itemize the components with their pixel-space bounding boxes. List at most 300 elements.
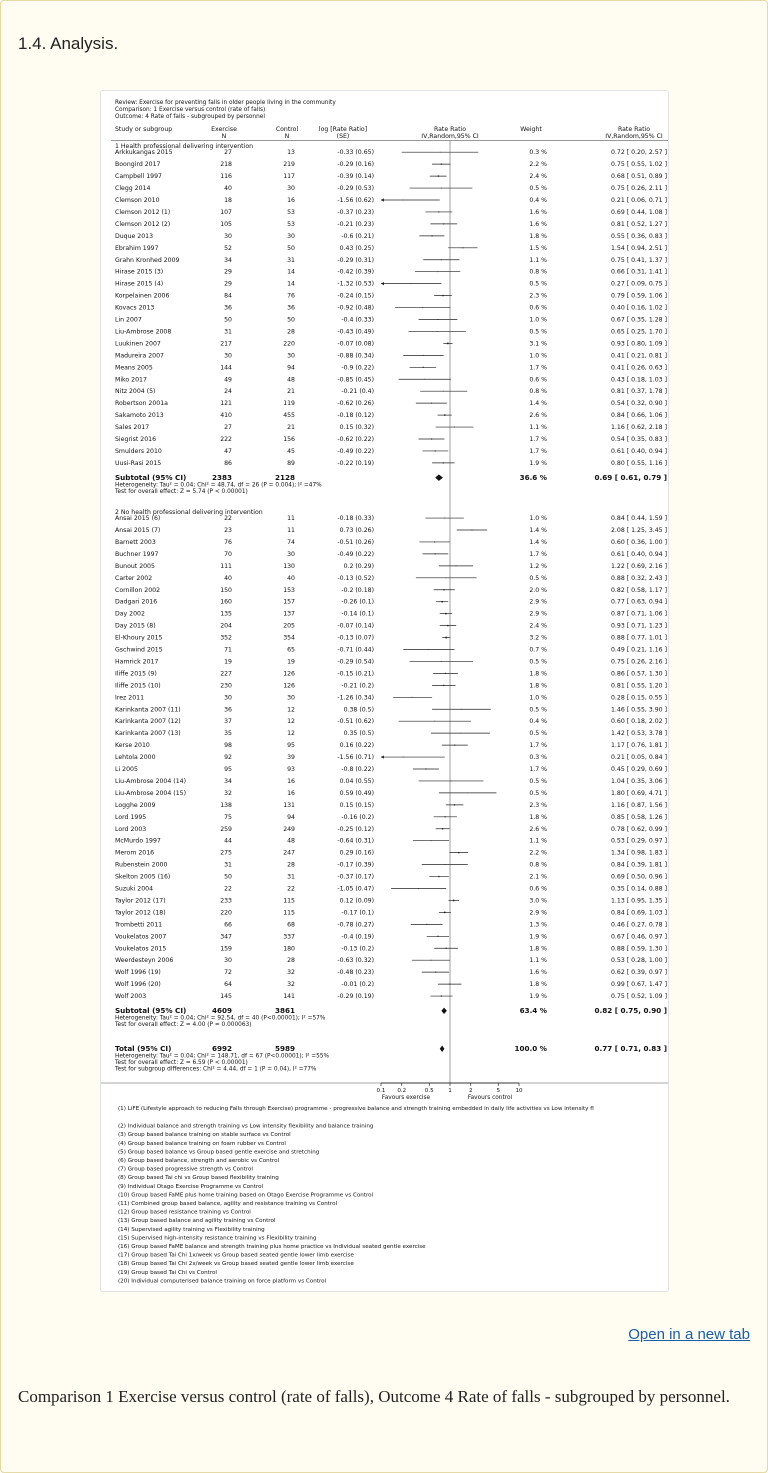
control-n: 30	[287, 232, 295, 240]
study-name: Liu-Ambrose 2004 (15)	[115, 789, 186, 797]
point-estimate	[411, 697, 412, 698]
log-rate-ratio-se: -0.21 (0.4)	[341, 388, 374, 396]
exercise-n: 30	[224, 352, 232, 360]
total-overall-effect: Test for overall effect: Z = 6.59 (P < 0.00001)	[115, 1060, 248, 1066]
log-rate-ratio-se: -0.13 (0.2)	[341, 945, 374, 953]
log-rate-ratio-se: -0.9 (0.22)	[341, 364, 374, 372]
footnote: (10) Group based FaME plus home training based on Otago Exercise Programme vs Control	[118, 1192, 374, 1199]
study-name: Skelton 2005 (16)	[115, 873, 171, 881]
exercise-n: 22	[224, 885, 232, 893]
overall-effect-text: Test for overall effect: Z = 4.00 (P = 0.000063)	[115, 1022, 252, 1028]
weight-value: 1.8 %	[529, 682, 547, 690]
exercise-n: 32	[224, 789, 232, 797]
control-n: 14	[287, 280, 295, 288]
weight-value: 1.3 %	[529, 921, 547, 929]
log-rate-ratio-se: -0.18 (0.33)	[337, 515, 374, 523]
log-rate-ratio-se: -0.22 (0.19)	[337, 459, 374, 467]
exercise-n: 259	[220, 825, 232, 833]
footnote: (20) Individual computerised balance training on force platform vs Control	[118, 1278, 327, 1285]
weight-value: 0.5 %	[529, 185, 547, 193]
weight-value: 3.0 %	[529, 897, 547, 905]
log-rate-ratio-se: 0.15 (0.15)	[339, 801, 374, 809]
log-rate-ratio-se: -0.29 (0.31)	[337, 256, 374, 264]
log-rate-ratio-se: -1.56 (0.71)	[337, 754, 374, 762]
log-rate-ratio-se: 0.16 (0.22)	[339, 742, 374, 750]
control-n: 28	[287, 861, 295, 869]
study-name: Ebrahim 1997	[115, 244, 159, 252]
col-header-log-rate-ratio: log [Rate Ratio]	[318, 126, 368, 133]
footnote: (2) Individual balance and strength training vs Low intensity flexibility and balance training	[118, 1123, 374, 1130]
exercise-n: 116	[220, 173, 232, 181]
summary-ci: 0.82 [ 0.75, 0.90 ]	[594, 1006, 667, 1015]
exercise-n: 64	[224, 981, 232, 989]
exercise-n: 275	[220, 849, 232, 857]
col-header-weight: Weight	[520, 126, 542, 133]
point-estimate	[434, 721, 435, 722]
study-name: Means 2005	[115, 364, 153, 372]
point-estimate	[443, 685, 444, 686]
point-estimate	[444, 518, 445, 519]
rate-ratio-ci: 0.43 [ 0.18, 1.03 ]	[611, 376, 667, 384]
summary-control-n: 2128	[274, 472, 295, 482]
study-name: Wolf 1996 (19)	[115, 969, 161, 977]
point-estimate	[445, 613, 447, 615]
col-header-method: IV,Random,95% CI	[605, 133, 663, 140]
weight-value: 3.2 %	[529, 634, 547, 642]
rate-ratio-ci: 0.27 [ 0.09, 0.75 ]	[611, 280, 667, 288]
exercise-n: 66	[224, 921, 232, 929]
rate-ratio-ci: 0.65 [ 0.25, 1.70 ]	[611, 328, 667, 336]
weight-value: 3.1 %	[529, 340, 547, 348]
rate-ratio-ci: 0.86 [ 0.57, 1.30 ]	[611, 670, 667, 678]
weight-value: 0.6 %	[529, 304, 547, 312]
exercise-n: 111	[220, 562, 232, 570]
weight-value: 0.8 %	[529, 388, 547, 396]
study-name: Barnett 2003	[115, 538, 156, 546]
study-name: Gschwind 2015	[115, 646, 163, 654]
point-estimate	[462, 247, 463, 248]
log-rate-ratio-se: -0.88 (0.34)	[337, 352, 374, 360]
control-n: 31	[287, 873, 295, 881]
overall-effect-text: Test for overall effect: Z = 5.74 (P < 0.00001)	[115, 488, 248, 495]
exercise-n: 107	[220, 208, 232, 216]
point-estimate	[438, 175, 439, 176]
study-name: Logghe 2009	[115, 801, 156, 809]
study-name: Clemson 2012 (1)	[115, 208, 171, 216]
study-name: Lin 2007	[115, 316, 142, 324]
study-name: Siegrist 2016	[115, 436, 157, 443]
control-n: 16	[287, 789, 295, 797]
control-n: 28	[287, 328, 295, 336]
exercise-n: 222	[220, 436, 232, 443]
control-n: 30	[287, 550, 295, 558]
log-rate-ratio-se: -0.07 (0.14)	[337, 622, 374, 630]
exercise-n: 217	[220, 340, 232, 348]
point-estimate	[441, 661, 442, 662]
point-estimate	[441, 163, 442, 164]
control-n: 455	[283, 412, 295, 420]
log-rate-ratio-se: -0.21 (0.2)	[341, 682, 374, 690]
rate-ratio-ci: 0.61 [ 0.40, 0.94 ]	[611, 447, 667, 455]
rate-ratio-ci: 0.68 [ 0.51, 0.89 ]	[611, 173, 667, 181]
point-estimate	[431, 235, 432, 236]
ci-arrow-left	[381, 755, 384, 758]
exercise-n: 40	[224, 574, 232, 582]
rate-ratio-ci: 1.54 [ 0.94, 2.51 ]	[611, 244, 667, 252]
rate-ratio-ci: 1.46 [ 0.55, 3.90 ]	[611, 706, 667, 714]
study-name: Ansai 2015 (6)	[115, 515, 161, 523]
control-n: 16	[287, 777, 295, 785]
weight-value: 1.7 %	[529, 766, 547, 773]
rate-ratio-ci: 0.66 [ 0.31, 1.41 ]	[611, 268, 667, 276]
weight-value: 2.0 %	[529, 586, 547, 594]
exercise-n: 98	[224, 742, 232, 750]
study-name: Duque 2013	[115, 232, 154, 240]
rate-ratio-ci: 1.16 [ 0.62, 2.18 ]	[611, 424, 667, 432]
summary-label: Subtotal (95% CI)	[115, 1006, 187, 1015]
rate-ratio-ci: 0.81 [ 0.55, 1.20 ]	[611, 682, 667, 690]
footnote: (5) Group based balance vs Group based gentle exercise and stretching	[118, 1149, 320, 1156]
point-estimate	[454, 745, 455, 746]
study-name: Irez 2011	[115, 694, 145, 702]
point-estimate	[441, 601, 443, 603]
weight-value: 2.3 %	[529, 292, 547, 300]
log-rate-ratio-se: -0.49 (0.22)	[337, 447, 374, 455]
rate-ratio-ci: 2.08 [ 1.25, 3.45 ]	[611, 527, 667, 534]
weight-value: 0.5 %	[529, 658, 547, 666]
study-name: Voukelatos 2007	[115, 933, 167, 941]
exercise-n: 49	[224, 376, 232, 384]
subgroup-title: 1 Health professional delivering intervention	[115, 143, 254, 150]
study-name: Clegg 2014	[115, 185, 151, 193]
exercise-n: 36	[224, 304, 232, 312]
summary-diamond	[435, 474, 443, 480]
point-estimate	[437, 331, 438, 332]
exercise-n: 144	[220, 364, 232, 372]
study-name: Miko 2017	[115, 376, 147, 384]
footnote: (18) Group based Tai Chi 2x/week vs Group based seated gentle lower limb exercise	[118, 1261, 354, 1268]
study-name: Lord 2003	[115, 825, 147, 833]
log-rate-ratio-se: -1.32 (0.53)	[337, 280, 374, 288]
ci-arrow-left	[381, 198, 384, 201]
point-estimate	[428, 649, 429, 650]
exercise-n: 75	[224, 813, 232, 821]
summary-ci: 0.69 [ 0.61, 0.79 ]	[594, 472, 667, 482]
point-estimate	[403, 757, 404, 758]
log-rate-ratio-se: -0.14 (0.1)	[341, 610, 374, 618]
control-n: 14	[287, 268, 295, 276]
log-rate-ratio-se: 0.2 (0.29)	[343, 562, 374, 570]
study-name: Taylor 2012 (18)	[115, 909, 166, 917]
rate-ratio-ci: 0.72 [ 0.20, 2.57 ]	[611, 149, 667, 157]
footnote: (11) Combined group based balance, agility and resistance training vs Control	[118, 1201, 338, 1207]
control-n: 21	[287, 388, 295, 396]
log-rate-ratio-se: 0.15 (0.32)	[339, 424, 374, 432]
log-rate-ratio-se: -0.16 (0.2)	[341, 813, 374, 821]
control-n: 16	[287, 197, 295, 204]
point-estimate	[455, 565, 456, 566]
study-name: Wolf 1996 (20)	[115, 981, 161, 989]
weight-value: 1.9 %	[529, 459, 547, 467]
rate-ratio-ci: 0.93 [ 0.80, 1.09 ]	[611, 340, 667, 348]
rate-ratio-ci: 0.62 [ 0.39, 0.97 ]	[611, 969, 667, 977]
log-rate-ratio-se: -0.62 (0.26)	[337, 400, 374, 408]
point-estimate	[445, 816, 446, 817]
weight-value: 0.6 %	[529, 885, 547, 893]
log-rate-ratio-se: -0.51 (0.26)	[337, 538, 374, 546]
study-name: Taylor 2012 (17)	[115, 897, 166, 905]
study-name: El-Khoury 2015	[115, 634, 163, 642]
footnote: (12) Group based resistance training vs Control	[118, 1209, 251, 1216]
control-n: 89	[287, 459, 295, 467]
rate-ratio-ci: 0.60 [ 0.18, 2.02 ]	[611, 718, 667, 726]
forest-plot-figure	[100, 90, 669, 1292]
control-n: 219	[283, 161, 295, 169]
weight-value: 1.1 %	[529, 957, 547, 965]
log-rate-ratio-se: -0.8 (0.22)	[341, 766, 374, 773]
rate-ratio-ci: 0.35 [ 0.14, 0.88 ]	[611, 885, 667, 893]
subgroup-title: 2 No health professional delivering intervention	[115, 508, 263, 516]
study-name: Li 2005	[115, 766, 138, 773]
rate-ratio-ci: 0.53 [ 0.29, 0.97 ]	[611, 837, 667, 845]
rate-ratio-ci: 1.22 [ 0.69, 2.16 ]	[611, 562, 667, 570]
weight-value: 2.2 %	[529, 161, 547, 169]
total-heterogeneity: Heterogeneity: Tau² = 0.04; Chi² = 148.71, df = 67 (P<0.00001); I² =55%	[115, 1053, 330, 1060]
rate-ratio-ci: 0.88 [ 0.77, 1.01 ]	[611, 634, 667, 642]
control-n: 249	[283, 825, 295, 833]
weight-value: 2.6 %	[529, 825, 547, 833]
study-name: Clemson 2010	[115, 197, 160, 204]
comparison-title: Comparison: 1 Exercise versus control (rate of falls)	[115, 107, 266, 113]
control-n: 131	[283, 801, 295, 809]
study-name: Korpelainen 2006	[115, 292, 170, 300]
point-estimate	[422, 307, 423, 308]
rate-ratio-ci: 0.69 [ 0.44, 1.08 ]	[611, 208, 667, 216]
summary-exercise-n: 2383	[211, 472, 232, 482]
summary-control-n: 3861	[274, 1006, 295, 1015]
control-n: 36	[287, 304, 295, 312]
col-header-method-plot: IV,Random,95% CI	[421, 133, 479, 140]
footnote: (4) Group based balance training on foam rubber vs Control	[118, 1140, 286, 1147]
control-n: 180	[283, 945, 295, 953]
rate-ratio-ci: 1.42 [ 0.53, 3.78 ]	[611, 730, 667, 738]
control-n: 12	[287, 718, 295, 726]
control-n: 115	[283, 897, 295, 905]
log-rate-ratio-se: -0.17 (0.39)	[337, 861, 374, 869]
weight-value: 0.5 %	[529, 328, 547, 336]
exercise-n: 204	[220, 622, 232, 630]
control-n: 126	[283, 682, 295, 690]
study-name: Merom 2016	[115, 849, 155, 857]
point-estimate	[445, 673, 446, 674]
log-rate-ratio-se: -0.78 (0.27)	[337, 921, 374, 929]
study-name: Liu-Ambrose 2008	[115, 328, 172, 336]
outcome-title: Outcome: 4 Rate of falls - subgrouped by personnel	[115, 114, 265, 120]
control-n: 11	[287, 527, 295, 534]
point-estimate	[443, 391, 444, 392]
control-n: 53	[287, 208, 295, 216]
weight-value: 1.8 %	[529, 981, 547, 989]
exercise-n: 220	[220, 909, 232, 917]
footnote: (7) Group based progressive strength vs Control	[118, 1166, 253, 1173]
study-name: Karinkanta 2007 (12)	[115, 718, 181, 726]
control-n: 337	[283, 933, 295, 941]
exercise-n: 92	[224, 754, 232, 762]
exercise-n: 347	[220, 933, 232, 941]
study-name: Bunout 2005	[115, 562, 155, 570]
log-rate-ratio-se: -0.01 (0.2)	[341, 981, 374, 989]
log-rate-ratio-se: -0.64 (0.31)	[337, 837, 374, 845]
log-rate-ratio-se: -0.51 (0.62)	[337, 718, 374, 726]
weight-value: 0.5 %	[529, 730, 547, 738]
summary-ci: 0.77 [ 0.71, 0.83 ]	[594, 1044, 667, 1053]
study-name: Arkkukangas 2015	[115, 149, 173, 157]
control-n: 12	[287, 706, 295, 714]
log-rate-ratio-se: -0.37 (0.17)	[337, 873, 374, 881]
point-estimate	[447, 625, 448, 626]
footnote: (15) Supervised high-intensity resistance training vs Flexibility training	[118, 1235, 317, 1242]
log-rate-ratio-se: -0.6 (0.21)	[341, 232, 374, 240]
col-header-control: Control	[275, 126, 299, 133]
study-name: Sales 2017	[115, 424, 150, 432]
log-rate-ratio-se: -0.21 (0.23)	[337, 220, 374, 228]
control-n: 12	[287, 730, 295, 738]
rate-ratio-ci: 0.75 [ 0.26, 2.16 ]	[611, 658, 667, 666]
rate-ratio-ci: 0.75 [ 0.52, 1.09 ]	[611, 993, 667, 1001]
study-name: Lehtola 2000	[115, 754, 156, 762]
control-n: 119	[283, 400, 295, 408]
exercise-n: 31	[224, 861, 232, 869]
footnote: (3) Group based balance training on stable surface vs Control	[118, 1132, 291, 1139]
weight-value: 1.7 %	[529, 447, 547, 455]
study-name: Uusi-Rasi 2015	[115, 459, 162, 467]
point-estimate	[444, 912, 446, 914]
point-estimate	[435, 972, 436, 973]
rate-ratio-ci: 1.16 [ 0.87, 1.56 ]	[611, 801, 667, 809]
rate-ratio-ci: 0.40 [ 0.16, 1.02 ]	[611, 304, 667, 312]
exercise-n: 22	[224, 515, 232, 523]
point-estimate	[434, 541, 435, 542]
exercise-n: 150	[220, 586, 232, 594]
exercise-n: 50	[224, 873, 232, 881]
weight-value: 1.8 %	[529, 232, 547, 240]
study-name: Trombetti 2011	[115, 921, 163, 929]
rate-ratio-ci: 0.88 [ 0.32, 2.43 ]	[611, 574, 667, 582]
point-estimate	[467, 793, 468, 794]
exercise-n: 40	[224, 185, 232, 193]
weight-value: 2.9 %	[529, 610, 547, 618]
rate-ratio-ci: 0.79 [ 0.59, 1.06 ]	[611, 292, 667, 300]
exercise-n: 47	[224, 447, 232, 455]
log-rate-ratio-se: -0.63 (0.32)	[337, 957, 374, 965]
study-name: Kovacs 2013	[115, 304, 155, 312]
rate-ratio-ci: 0.55 [ 0.36, 0.83 ]	[611, 232, 667, 240]
log-rate-ratio-se: -0.29 (0.53)	[337, 185, 374, 193]
point-estimate	[410, 283, 411, 284]
point-estimate	[441, 259, 442, 260]
point-estimate	[458, 852, 459, 853]
study-name: Voukelatos 2015	[115, 945, 167, 953]
rate-ratio-ci: 0.49 [ 0.21, 1.16 ]	[611, 646, 667, 654]
weight-value: 2.4 %	[529, 622, 547, 630]
log-rate-ratio-se: -0.26 (0.1)	[341, 598, 374, 606]
exercise-n: 233	[220, 897, 232, 905]
log-rate-ratio-se: 0.12 (0.09)	[339, 897, 374, 905]
study-name: Luukinen 2007	[115, 340, 161, 348]
point-estimate	[471, 529, 472, 530]
weight-value: 1.0 %	[529, 316, 547, 324]
summary-exercise-n: 4609	[211, 1006, 232, 1015]
open-in-new-tab-link[interactable]: Open in a new tab	[628, 1326, 750, 1343]
control-n: 40	[287, 574, 295, 582]
control-n: 39	[287, 754, 295, 762]
col-header-exercise-n: N	[221, 133, 227, 140]
control-n: 130	[283, 562, 295, 570]
x-tick-label: 0.1	[376, 1088, 386, 1094]
point-estimate	[454, 804, 455, 805]
rate-ratio-ci: 1.80 [ 0.69, 4.71 ]	[611, 789, 667, 797]
exercise-n: 105	[220, 220, 232, 228]
control-n: 53	[287, 220, 295, 228]
exercise-n: 76	[224, 538, 232, 546]
rate-ratio-ci: 0.88 [ 0.59, 1.30 ]	[611, 945, 667, 953]
study-name: Carter 2002	[115, 574, 153, 582]
control-n: 156	[283, 436, 295, 443]
study-name: Karinkanta 2007 (13)	[115, 730, 181, 738]
study-name: Iliffe 2015 (10)	[115, 682, 161, 690]
control-n: 31	[287, 256, 295, 264]
study-name: Campbell 1997	[115, 173, 162, 181]
log-rate-ratio-se: -0.92 (0.48)	[337, 304, 374, 312]
log-rate-ratio-se: -0.24 (0.15)	[337, 292, 374, 300]
log-rate-ratio-se: -0.39 (0.14)	[337, 173, 374, 181]
rate-ratio-ci: 0.54 [ 0.35, 0.83 ]	[611, 436, 667, 443]
control-n: 13	[287, 149, 295, 157]
weight-value: 1.7 %	[529, 550, 547, 558]
rate-ratio-ci: 0.80 [ 0.55, 1.16 ]	[611, 459, 667, 467]
rate-ratio-ci: 0.81 [ 0.52, 1.27 ]	[611, 220, 667, 228]
weight-value: 1.4 %	[529, 527, 547, 534]
log-rate-ratio-se: -0.85 (0.45)	[337, 376, 374, 384]
weight-value: 2.2 %	[529, 849, 547, 857]
favours-control-label: Favours control	[467, 1095, 513, 1101]
rate-ratio-ci: 1.04 [ 0.35, 3.06 ]	[611, 777, 667, 785]
weight-value: 1.7 %	[529, 436, 547, 443]
weight-value: 0.5 %	[529, 280, 547, 288]
study-name: Day 2015 (8)	[115, 622, 156, 630]
study-name: Grahn Kronhed 2009	[115, 256, 180, 264]
exercise-n: 72	[224, 969, 232, 977]
footnote: (1) LiFE (Lifestyle approach to reducing Falls through Exercise) programme - progressive balance and strength training embedded in daily life activities vs Low intensity fl	[118, 1106, 594, 1112]
figure-caption: Comparison 1 Exercise versus control (rate of falls), Outcome 4 Rate of falls - subgrouped by personnel.	[18, 1387, 730, 1406]
weight-value: 1.8 %	[529, 813, 547, 821]
exercise-n: 159	[220, 945, 232, 953]
rate-ratio-ci: 0.84 [ 0.39, 1.81 ]	[611, 861, 667, 869]
control-n: 354	[283, 634, 295, 642]
log-rate-ratio-se: -0.33 (0.65)	[337, 149, 374, 157]
weight-value: 1.9 %	[529, 933, 547, 941]
control-n: 30	[287, 352, 295, 360]
heterogeneity-text: Heterogeneity: Tau² = 0.04; Chi² = 92.54, df = 40 (P<0.00001); I² =57%	[115, 1015, 326, 1022]
exercise-n: 230	[220, 682, 232, 690]
point-estimate	[444, 414, 445, 415]
study-name: Hamrick 2017	[115, 658, 159, 666]
weight-value: 1.0 %	[529, 352, 547, 360]
ci-arrow-left	[381, 282, 384, 285]
log-rate-ratio-se: -0.62 (0.22)	[337, 436, 374, 443]
point-estimate	[437, 936, 438, 937]
weight-value: 1.6 %	[529, 220, 547, 228]
